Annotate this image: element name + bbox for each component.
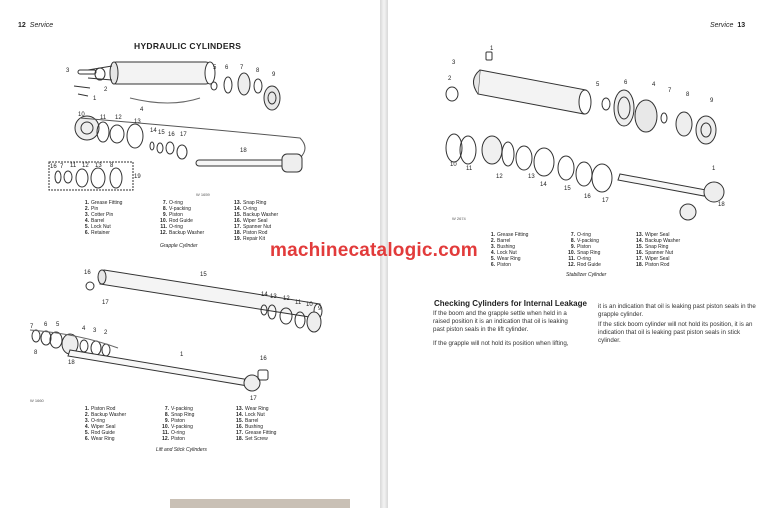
svg-text:7: 7: [240, 65, 244, 71]
figure-id: W 1660: [30, 398, 44, 403]
leakage-paragraph-4: If the stick boom cylinder will not hold its position, it is an indication that oil is leaking past piston seals in stick cylinder.: [598, 321, 753, 344]
svg-text:10: 10: [306, 302, 313, 308]
page-number: 13: [737, 22, 746, 29]
lift-stick-legend-col2: [160, 406, 194, 442]
svg-text:2: 2: [448, 76, 452, 82]
svg-text:6: 6: [225, 65, 229, 71]
legend-item: 7. O-ring: [162, 200, 183, 206]
legend-item: 2. Pin: [84, 206, 99, 212]
svg-text:17: 17: [602, 198, 609, 204]
svg-text:14: 14: [540, 182, 547, 188]
figure-caption: Stabilizer Cylinder: [566, 272, 607, 278]
svg-text:5: 5: [213, 65, 217, 71]
legend-item: 13. Wiper Seal: [636, 232, 670, 238]
leakage-paragraph-3: it is an indication that oil is leaking past piston seals in the grapple cylinder.: [598, 303, 756, 318]
svg-text:11: 11: [466, 166, 473, 172]
legend-item: 17. Spanner Nut: [234, 224, 272, 230]
legend-item: 10. Rod Guide: [160, 218, 193, 224]
legend-item: 5. Rod Guide: [84, 430, 115, 436]
legend-item: 11. O-ring: [160, 224, 183, 230]
svg-text:1: 1: [490, 46, 494, 52]
legend-item: 17. Wiper Seal: [636, 256, 670, 262]
svg-text:12: 12: [496, 174, 503, 180]
svg-text:11: 11: [70, 163, 77, 169]
legend-item: 5. Lock Nut: [84, 224, 111, 230]
svg-text:19: 19: [134, 174, 141, 180]
legend-item: 1. Piston Rod: [84, 406, 116, 412]
legend-item: 1. Grease Fitting: [84, 200, 123, 206]
legend-item: 3. O-ring: [84, 418, 105, 424]
lift-stick-legend-col3: [234, 406, 276, 442]
svg-text:12: 12: [115, 115, 122, 121]
grapple-cylinder-diagram: [0, 48, 380, 200]
svg-text:14: 14: [150, 128, 157, 134]
svg-text:11: 11: [100, 115, 107, 121]
legend-item: 7. V-packing: [164, 406, 193, 412]
svg-text:8: 8: [34, 350, 38, 356]
legend-item: 11. O-ring: [162, 430, 185, 436]
stabilizer-legend-col2: [566, 232, 601, 268]
legend-item: 6. Retainer: [84, 230, 110, 236]
legend-item: 19. Repair Kit: [234, 236, 265, 242]
legend-item: 8. V-packing: [570, 238, 599, 244]
svg-text:8: 8: [256, 68, 260, 74]
legend-item: 12. Rod Guide: [568, 262, 601, 268]
svg-text:2: 2: [104, 87, 108, 93]
svg-text:16: 16: [260, 356, 267, 362]
legend-item: 2. Backup Washer: [84, 412, 127, 418]
svg-text:10: 10: [78, 112, 85, 118]
left-page-header: [14, 22, 53, 29]
page-number: 12: [18, 22, 26, 29]
legend-item: 2. Barrel: [490, 238, 511, 244]
grapple-legend-col2: [158, 200, 204, 236]
legend-item: 15. Backup Washer: [234, 212, 279, 218]
svg-text:12: 12: [283, 296, 290, 302]
svg-text:15: 15: [564, 186, 571, 192]
svg-text:1: 1: [712, 166, 716, 172]
legend-item: 10. Snap Ring: [568, 250, 601, 256]
svg-text:16: 16: [584, 194, 591, 200]
legend-item: 1. Grease Fitting: [490, 232, 529, 238]
svg-text:3: 3: [66, 68, 70, 74]
legend-item: 9. Piston: [570, 244, 591, 250]
svg-text:5: 5: [56, 322, 60, 328]
svg-text:8: 8: [110, 163, 114, 169]
svg-text:5: 5: [596, 82, 600, 88]
legend-item: 4. Barrel: [84, 218, 105, 224]
grapple-legend-col3: [232, 200, 278, 242]
svg-text:17: 17: [102, 300, 109, 306]
svg-text:17: 17: [180, 132, 187, 138]
figure-caption: Lift and Stick Cylinders: [156, 447, 207, 453]
svg-text:11: 11: [295, 300, 302, 306]
svg-text:13: 13: [528, 174, 535, 180]
svg-text:18: 18: [718, 202, 725, 208]
lift-stick-cylinder-diagram: [0, 258, 380, 408]
svg-text:2: 2: [104, 330, 108, 336]
figure-caption: Grapple Cylinder: [160, 243, 198, 249]
svg-text:4: 4: [140, 107, 144, 113]
svg-text:13: 13: [134, 119, 141, 125]
section-name: Service: [29, 22, 54, 29]
svg-text:18: 18: [68, 360, 75, 366]
svg-text:15: 15: [200, 272, 207, 278]
legend-item: 8. V-packing: [162, 206, 191, 212]
legend-item: 18. Set Screw: [236, 436, 268, 442]
legend-item: 7. O-ring: [570, 232, 591, 238]
svg-text:9: 9: [710, 98, 714, 104]
section-heading: Checking Cylinders for Internal Leakage: [434, 299, 587, 308]
legend-item: 15. Snap Ring: [636, 244, 669, 250]
svg-text:3: 3: [93, 328, 97, 334]
legend-item: 14. O-ring: [234, 206, 257, 212]
svg-text:1: 1: [180, 352, 184, 358]
section-name: Service: [710, 22, 734, 29]
stabilizer-cylinder-diagram: [388, 44, 768, 230]
svg-text:7: 7: [60, 164, 64, 170]
svg-text:6: 6: [44, 322, 48, 328]
legend-item: 16. Wiper Seal: [234, 218, 268, 224]
legend-item: 13. Wear Ring: [236, 406, 269, 412]
legend-item: 12. Piston: [162, 436, 185, 442]
legend-item: 10. V-packing: [162, 424, 193, 430]
legend-item: 5. Wear Ring: [490, 256, 521, 262]
legend-item: 15. Barrel: [236, 418, 259, 424]
legend-item: 17. Grease Fitting: [236, 430, 277, 436]
legend-item: 4. Wiper Seal: [84, 424, 116, 430]
svg-text:10: 10: [450, 162, 457, 168]
svg-text:6: 6: [624, 80, 628, 86]
svg-text:9: 9: [272, 72, 276, 78]
legend-item: 9. Piston: [164, 418, 185, 424]
legend-item: 14. Backup Washer: [636, 238, 681, 244]
svg-text:7: 7: [668, 88, 672, 94]
svg-text:12: 12: [82, 163, 89, 169]
svg-text:14: 14: [261, 292, 268, 298]
leakage-paragraph-2: If the grapple will not hold its position when lifting,: [433, 340, 569, 347]
stabilizer-legend-col3: [634, 232, 680, 268]
legend-item: 8. Snap Ring: [164, 412, 195, 418]
svg-text:16: 16: [50, 164, 57, 170]
page-title: HYDRAULIC CYLINDERS: [134, 41, 242, 51]
legend-item: 6. Piston: [490, 262, 511, 268]
legend-item: 16. Bushing: [236, 424, 264, 430]
lift-stick-legend-col1: [80, 406, 126, 442]
legend-item: 9. Piston: [162, 212, 183, 218]
legend-item: 16. Spanner Nut: [636, 250, 674, 256]
legend-item: 14. Lock Nut: [236, 412, 265, 418]
legend-item: 18. Piston Rod: [636, 262, 670, 268]
right-page-header: [710, 22, 749, 29]
svg-text:8: 8: [686, 92, 690, 98]
legend-item: 3. Cotter Pin: [84, 212, 114, 218]
svg-text:4: 4: [82, 326, 86, 332]
svg-text:16: 16: [84, 270, 91, 276]
leakage-paragraph-1: If the boom and the grapple settle when held in a raised position it is an indication that oil is leaking past piston seals in the lift cylinder.: [433, 310, 568, 333]
legend-item: 6. Wear Ring: [84, 436, 115, 442]
svg-text:9: 9: [318, 306, 322, 312]
svg-text:3: 3: [452, 60, 456, 66]
stabilizer-legend-col1: [486, 232, 528, 268]
watermark: machinecatalogic.com: [270, 240, 478, 261]
figure-id: W 1659: [196, 192, 210, 197]
bottom-bar: [170, 499, 350, 508]
legend-item: 11. O-ring: [568, 256, 591, 262]
svg-text:7: 7: [30, 324, 34, 330]
svg-text:16: 16: [168, 132, 175, 138]
legend-item: 3. Bushing: [490, 244, 516, 250]
svg-text:13: 13: [95, 163, 102, 169]
grapple-legend-col1: [80, 200, 122, 236]
svg-text:1: 1: [93, 96, 97, 102]
svg-text:15: 15: [158, 130, 165, 136]
legend-item: 4. Lock Nut: [490, 250, 517, 256]
legend-item: 13. Snap Ring: [234, 200, 267, 206]
legend-item: 18. Piston Rod: [234, 230, 268, 236]
svg-text:13: 13: [270, 294, 277, 300]
svg-text:4: 4: [652, 82, 656, 88]
figure-id: W 2674: [452, 216, 466, 221]
svg-text:17: 17: [250, 396, 257, 402]
legend-item: 12. Backup Washer: [160, 230, 205, 236]
svg-text:18: 18: [240, 148, 247, 154]
